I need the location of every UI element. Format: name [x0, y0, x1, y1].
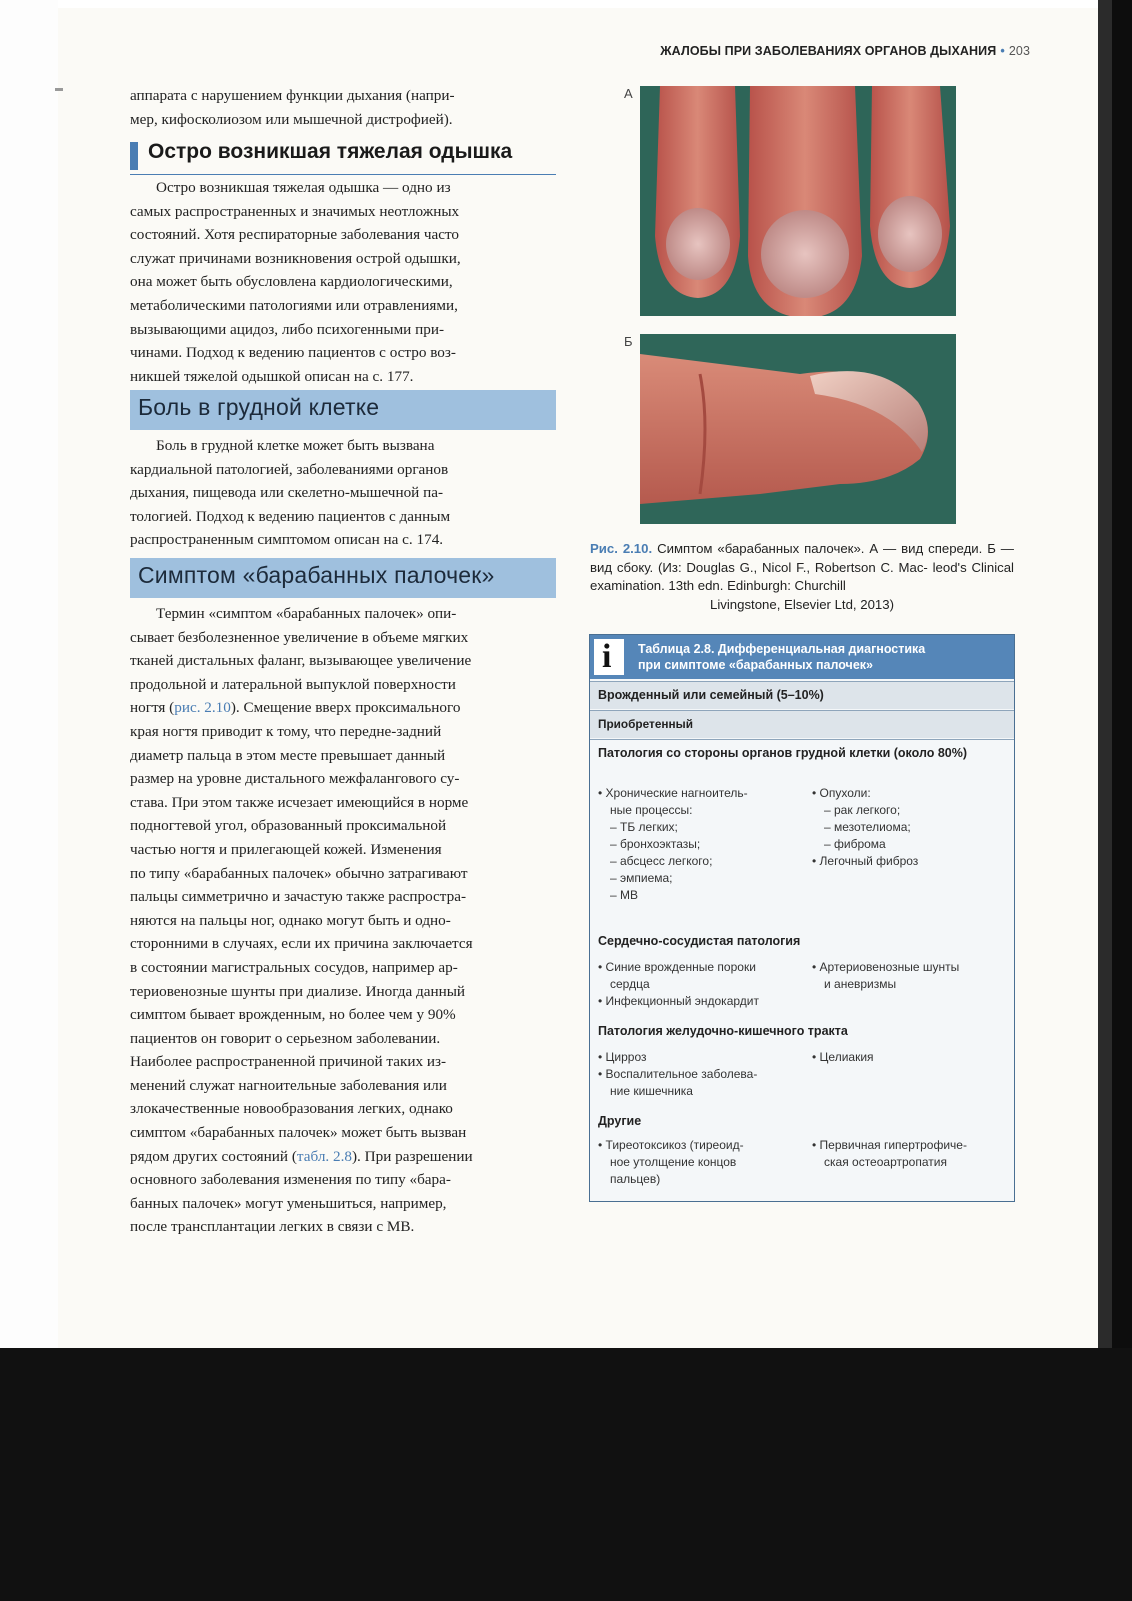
text-line: основного заболевания изменения по типу «бара- [130, 1171, 451, 1189]
text-line: она может быть обусловлена кардиологическими, [130, 273, 453, 291]
text-line: по типу «барабанных палочек» обычно затрагивают [130, 864, 468, 882]
text-line: кардиальной патологией, заболеваниями органов [130, 460, 449, 478]
figure-label-b: Б [624, 334, 633, 349]
list-item: • Первичная гипертрофиче- [812, 1138, 967, 1152]
page-number: 203 [1008, 44, 1030, 58]
text-line: Остро возникшая тяжелая одышка — одно из [156, 179, 451, 196]
section-heading-chest-pain [130, 390, 556, 430]
text-line: продольной и латеральной выпуклой поверхности [130, 675, 456, 693]
section-other: Другие [598, 1114, 642, 1128]
text-line: тологией. Подход к ведению пациентов с данным [130, 507, 451, 525]
text-line: распространенным симптомом описан на с. 174. [130, 531, 444, 549]
text-line: диаметр пальца в этом месте превышает данный [130, 746, 446, 764]
text-line: менений служат нагноительные заболевания или [130, 1076, 447, 1094]
text-line: аппарата с нарушением функции дыхания (напри- [130, 87, 455, 104]
cardio-right-list [812, 959, 1008, 993]
figure-reference-link[interactable]: рис. 2.10 [174, 699, 231, 717]
list-item: • Воспалительное заболева- [598, 1067, 758, 1081]
text-line: состояний. Хотя респираторные заболевания часто [130, 226, 460, 244]
text-line: самых распространенных и значимых неотложных [130, 202, 460, 220]
differential-table [589, 634, 1015, 1202]
caption-line: Симптом «барабанных палочек». А — вид спереди. [657, 541, 983, 556]
scan-left-margin [0, 0, 58, 1348]
list-item: – ТБ легких; [610, 820, 678, 834]
text-line: подногтевой угол, образованный проксимальной [130, 817, 447, 835]
text-line: става. При этом также исчезает имеющийся в норме [130, 793, 469, 811]
paragraph-clubbing [130, 602, 556, 1239]
text-line: банных палочек» могут уменьшиться, например, [130, 1194, 447, 1212]
paragraph-dyspnea [130, 176, 556, 388]
list-item: • Цирроз [598, 1050, 647, 1064]
text-line: Боль в грудной клетке может быть вызвана [156, 437, 435, 454]
table-title [638, 641, 1008, 673]
text-line [130, 696, 556, 720]
heading-marker [130, 142, 138, 170]
text-line: мер, кифосколиозом или мышечной дистрофией). [130, 110, 453, 128]
list-item: • Легочный фиброз [812, 854, 919, 868]
list-item: пальцев) [610, 1172, 661, 1186]
paragraph-chest-pain [130, 434, 556, 552]
thoracic-left-list [598, 785, 798, 904]
running-head-title: ЖАЛОБЫ ПРИ ЗАБОЛЕВАНИЯХ ОРГАНОВ ДЫХАНИЯ [660, 44, 997, 58]
section-cardio: Сердечно-сосудистая патология [598, 934, 801, 948]
list-item: – эмпиема; [610, 871, 673, 885]
text-line: в состоянии магистральных сосудов, например ар- [130, 958, 458, 976]
page-mark [55, 88, 63, 91]
caption-line: Livingstone, Elsevier Ltd, 2013) [709, 596, 894, 612]
list-item: сердца [610, 977, 650, 991]
text-line: тканей дистальных фаланг, вызывающее увеличение [130, 652, 472, 670]
list-item: – абсцесс легкого; [610, 854, 713, 868]
list-item: • Целиакия [812, 1050, 874, 1064]
list-item: • Артериовенозные шунты [812, 960, 960, 974]
text-line: края ногтя приводит к тому, что передне-задний [130, 722, 442, 740]
text-line: сторонними в случаях, если их причина заключается [130, 935, 473, 953]
text-line [130, 1145, 556, 1169]
table-header [590, 635, 1014, 679]
row-congenital: Врожденный или семейный (5–10%) [590, 681, 1014, 709]
list-item: ская остеоартропатия [824, 1155, 947, 1169]
caption-line: leod's Clinical examination. 13th edn. Edinburgh: Churchill [590, 559, 1014, 593]
list-item: • Хронические нагноитель- [598, 786, 748, 800]
table-title-line: Таблица 2.8. Дифференциальная диагностика [638, 642, 926, 656]
heading-text: Боль в грудной клетке [138, 394, 380, 420]
table-reference-link[interactable]: табл. 2.8 [296, 1147, 352, 1165]
info-icon: i [594, 639, 624, 675]
text-line: метаболическими патологиями или отравлениями, [130, 296, 458, 314]
list-item: • Инфекционный эндокардит [598, 994, 759, 1008]
caption-label: Рис. 2.10. [590, 541, 653, 556]
other-right-list [812, 1137, 1008, 1171]
list-item: ное утолщение концов [610, 1155, 737, 1169]
caption-line: Б — вид сбоку. (Из: Douglas G., Nicol F., Robertson C. Mac- [590, 541, 1014, 575]
text-line: пациентов он говорит о серьезном заболевании. [130, 1029, 441, 1047]
scan-bottom-area [0, 1348, 1132, 1601]
text-line: размер на уровне дистального межфалангового су- [130, 770, 460, 788]
figure-photo-side-view [640, 334, 956, 524]
thoracic-right-list [812, 785, 1008, 870]
other-left-list [598, 1137, 808, 1188]
text-line: симптом бывает врожденным, но более чем у 90% [130, 1006, 456, 1024]
text-fragment: ). Смещение вверх проксимального [230, 699, 461, 717]
text-line: Наиболее распространенной причиной таких из- [130, 1053, 447, 1071]
text-fragment: ). При разрешении [351, 1147, 473, 1165]
list-item: ные процессы: [610, 803, 693, 817]
list-item: • Тиреотоксикоз (тиреоид- [598, 1138, 744, 1152]
text-fragment: ногтя ( [130, 699, 175, 717]
text-line: после трансплантации легких в связи с МВ. [130, 1218, 415, 1236]
list-item: • Опухоли: [812, 786, 871, 800]
list-item: – мезотелиома; [824, 820, 911, 834]
figure-photo-front-view [640, 86, 956, 316]
text-line: частью ногтя и прилегающей кожей. Изменения [130, 840, 442, 858]
heading-text: Остро возникшая тяжелая одышка [148, 140, 513, 163]
text-line: дыхания, пищевода или скелетно-мышечной па- [130, 484, 444, 502]
section-heading-clubbing [130, 558, 556, 598]
text-line: служат причинами возникновения острой одышки, [130, 249, 461, 267]
text-line: злокачественные новообразования легких, однако [130, 1100, 453, 1118]
section-heading-dyspnea [130, 138, 556, 175]
running-head [500, 44, 1030, 68]
row-acquired: Приобретенный [590, 710, 1014, 738]
text-line: Термин «симптом «барабанных палочек» опи- [156, 605, 457, 622]
table-title-line: при симптоме «барабанных палочек» [638, 658, 873, 672]
text-line: сывает безболезненное увеличение в объеме мягких [130, 628, 469, 646]
text-line: пальцы симметрично и зачастую также распростра- [130, 888, 467, 906]
intro-paragraph [130, 84, 556, 131]
text-line: териовенозные шунты при диализе. Иногда данный [130, 982, 466, 1000]
figure-label-a: А [624, 86, 633, 101]
heading-text: Симптом «барабанных палочек» [138, 562, 495, 588]
gi-right-list [812, 1049, 1008, 1066]
text-line: няются на пальцы ног, однако могут быть и одно- [130, 911, 451, 929]
list-item: и аневризмы [824, 977, 897, 991]
text-line: никшей тяжелой одышкой описан на с. 177. [130, 367, 414, 385]
list-item: – бронхоэктазы; [610, 837, 701, 851]
text-fragment: рядом других состояний ( [130, 1147, 297, 1165]
running-head-bullet: • [1000, 44, 1005, 58]
text-line: вызывающими ацидоз, либо психогенными при- [130, 320, 445, 338]
list-item: – фиброма [824, 837, 886, 851]
section-thoracic: Патология со стороны органов грудной клетки (около 80%) [598, 746, 968, 760]
text-line: симптом «барабанных палочек» может быть вызван [130, 1124, 467, 1142]
list-item: – рак легкого; [824, 803, 901, 817]
section-gi: Патология желудочно-кишечного тракта [598, 1024, 848, 1038]
cardio-left-list [598, 959, 808, 1010]
list-item: ние кишечника [610, 1084, 693, 1098]
text-line: чинами. Подход к ведению пациентов с остро воз- [130, 344, 456, 362]
list-item: • Синие врожденные пороки [598, 960, 756, 974]
figure-caption [590, 540, 1014, 614]
table-divider [590, 739, 1014, 740]
list-item: – МВ [610, 888, 639, 902]
gi-left-list [598, 1049, 808, 1100]
